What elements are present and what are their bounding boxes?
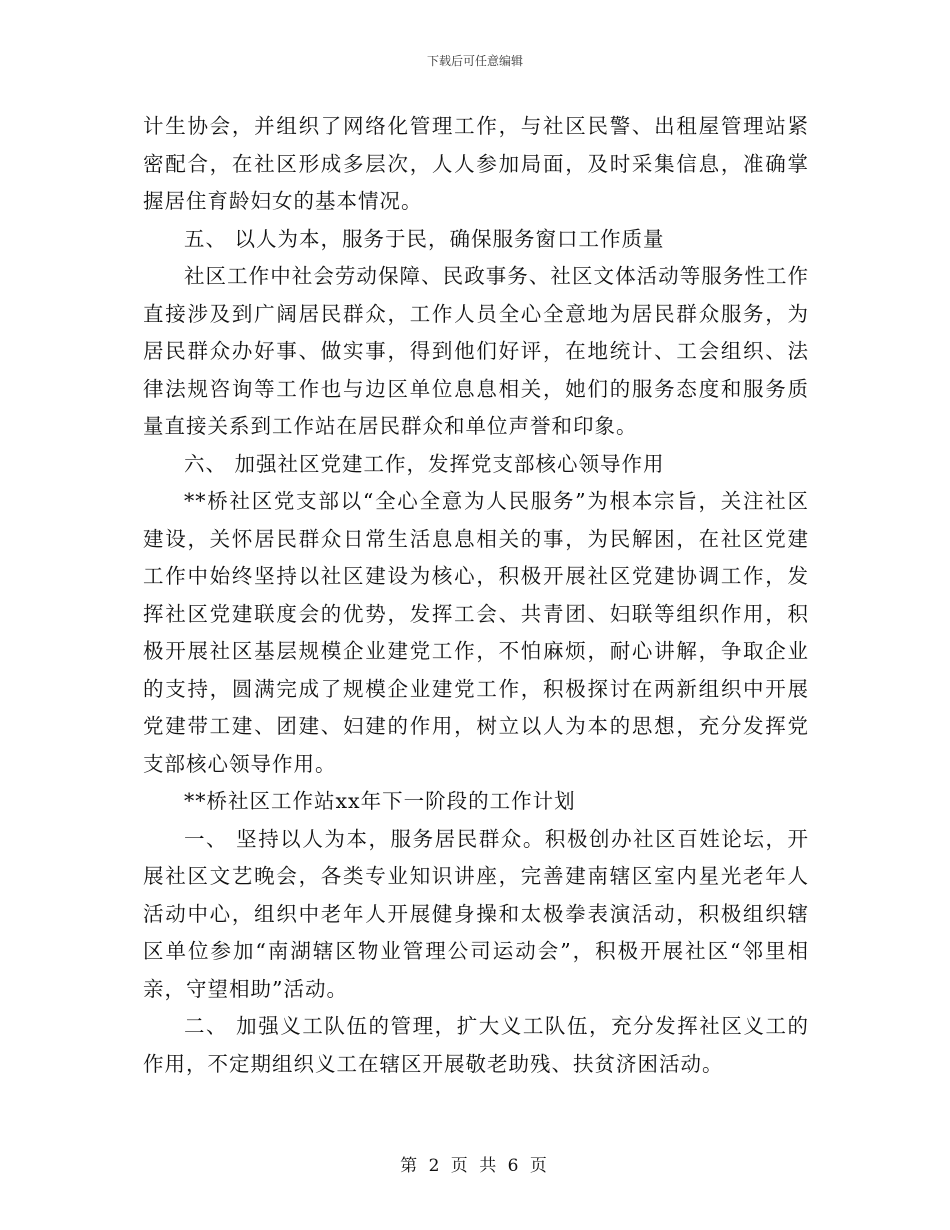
document-body	[143, 108, 809, 1083]
paragraph-plan-item-one: 一、 坚持以人为本，服务居民群众。积极创办社区百姓论坛，开展社区文艺晚会，各类专业知识讲座，完善建南辖区室内星光老年人活动中心，组织中老年人开展健身操和太极拳表演活动，积极组织辖区单位参加“南湖辖区物业管理公司运动会”，积极开展社区“邻里相亲，守望相助”活动。	[143, 826, 809, 1001]
heading-section-six: 六、 加强社区党建工作，发挥党支部核心领导作用	[184, 451, 665, 476]
heading-section-five: 五、 以人为本，服务于民，确保服务窗口工作质量	[184, 226, 665, 251]
paragraph-party-building: **桥社区党支部以“全心全意为人民服务”为根本宗旨，关注社区建设，关怀居民群众日常生活息息相关的事，为民解困，在社区党建工作中始终坚持以社区建设为核心，积极开展社区党建协调工作，发挥社区党建联度会的优势，发挥工会、共青团、妇联等组织作用，积极开展社区基层规模企业建党工作，不怕麻烦，耐心讲解，争取企业的支持，圆满完成了规模企业建党工作，积极探讨在两新组织中开展党建带工建、团建、妇建的作用，树立以人为本的思想，充分发挥党支部核心领导作用。	[143, 489, 809, 776]
paragraph-family-planning: 计生协会，并组织了网络化管理工作，与社区民警、出租屋管理站紧密配合，在社区形成多层次，人人参加局面，及时采集信息，准确掌握居住育龄妇女的基本情况。	[143, 114, 809, 213]
paragraph-service-window: 社区工作中社会劳动保障、民政事务、社区文体活动等服务性工作直接涉及到广阔居民群众，工作人员全心全意地为居民群众服务，为居民群众办好事、做实事，得到他们好评，在地统计、工会组织、法律法规咨询等工作也与边区单位息息相关，她们的服务态度和服务质量直接关系到工作站在居民群众和单位声誉和印象。	[143, 264, 809, 438]
paragraph-plan-item-two: 二、 加强义工队伍的管理，扩大义工队伍，充分发挥社区义工的作用，不定期组织义工在辖区开展敬老助残、扶贫济困活动。	[143, 1014, 809, 1076]
page-number: 第 2 页 共 6 页	[400, 1156, 550, 1176]
heading-work-plan: **桥社区工作站xx年下一阶段的工作计划	[184, 789, 576, 813]
page-header-note: 下载后可任意编辑	[426, 54, 523, 68]
